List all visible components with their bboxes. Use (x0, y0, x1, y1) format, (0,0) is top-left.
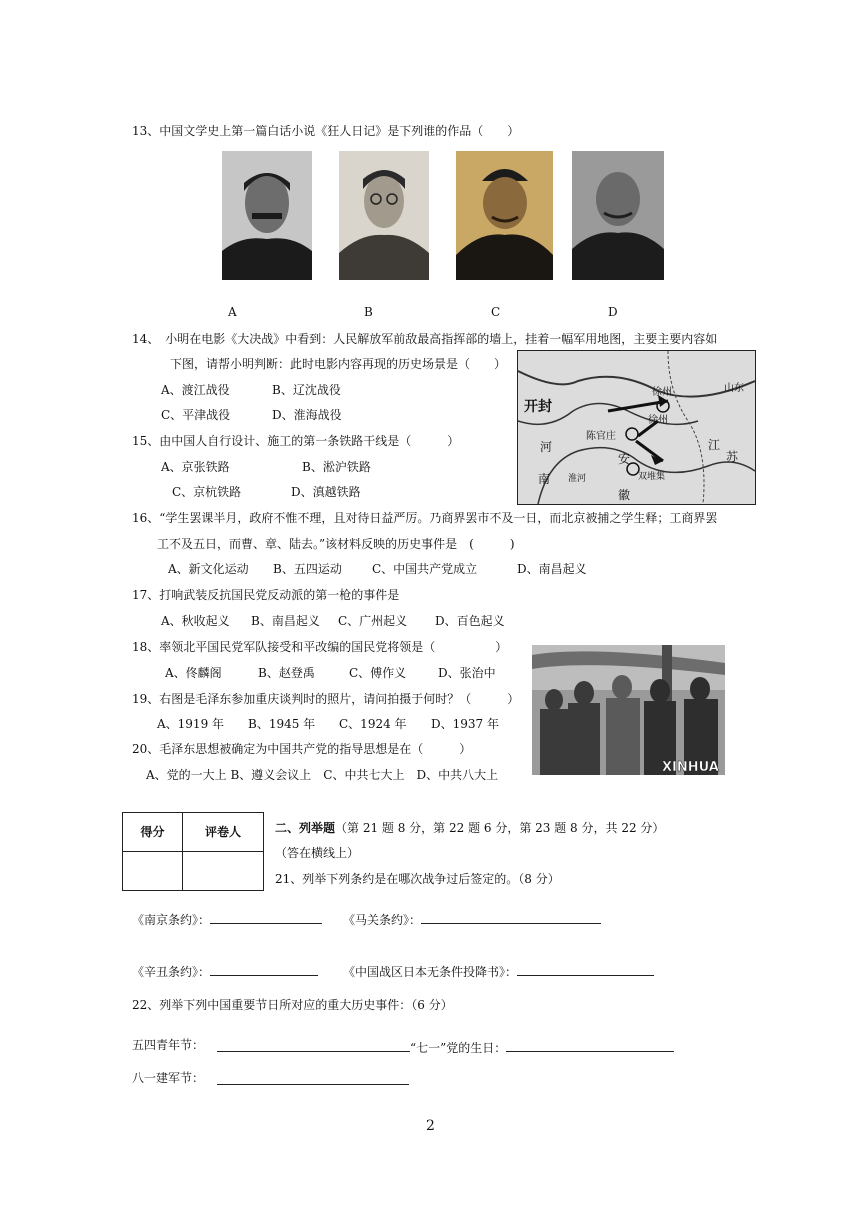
q14-option-d: D、淮海战役 (272, 408, 342, 422)
q21-xinchou-label: 《辛丑条约》： (132, 965, 211, 979)
q21-nanjing-row (132, 910, 322, 927)
map-label-he: 河 (540, 440, 553, 454)
q14-line1: 14、 小明在电影《大决战》中看到：人民解放军前敌最高指挥部的墙上，挂着一幅军用地图，主要主要内容如 (132, 332, 718, 346)
map-label-jiang: 江 (708, 438, 721, 452)
map-label-nan: 南 (538, 472, 551, 486)
q21-maguan-row (343, 910, 601, 927)
map-label-shuangduiji: 双堆集 (638, 472, 666, 482)
chongqing-negotiation-photo (532, 645, 725, 775)
portrait-a (222, 151, 312, 280)
q13-label-b: B (364, 305, 373, 319)
q18-text: 18、率领北平国民党军队接受和平改编的国民党将领是（ ） (132, 640, 508, 654)
q22-army-blank[interactable] (217, 1071, 409, 1085)
map-label-an: 安 (618, 452, 631, 466)
q19-text: 19、右图是毛泽东参加重庆谈判时的照片，请问拍摄于何时？（ ） (132, 692, 520, 706)
q21-nanjing-blank[interactable] (210, 910, 322, 924)
grader-header: 评卷人 (183, 813, 264, 852)
q16-option-b: B、五四运动 (273, 562, 342, 576)
q18-option-d: D、张治中 (438, 666, 496, 680)
section2-sub: （答在横线上） (275, 846, 360, 860)
battle-map (517, 350, 756, 505)
q19-option-a: A、1919 年 (157, 717, 225, 731)
map-label-kaifeng: 开封 (524, 399, 552, 415)
q20-text: 20、毛泽东思想被确定为中国共产党的指导思想是在（ ） (132, 742, 472, 756)
q17-option-d: D、百色起义 (435, 614, 505, 628)
q14-line2: 下图，请帮小明判断：此时电影内容再现的历史场景是（ ） (170, 357, 507, 371)
q22-youth-blank[interactable] (217, 1038, 410, 1052)
q18-option-a: A、佟麟阁 (165, 666, 222, 680)
score-table (122, 812, 264, 891)
q21-maguan-label: 《马关条约》： (343, 913, 422, 927)
score-header: 得分 (123, 813, 183, 852)
q22-youth-label: 五四青年节： (132, 1038, 205, 1052)
q19-option-d: D、1937 年 (431, 717, 499, 731)
q14-option-a: A、渡江战役 (161, 383, 230, 397)
q16-option-d: D、南昌起义 (517, 562, 587, 576)
q15-option-d: D、滇越铁路 (291, 485, 361, 499)
q16-line2: 工不及五日，而曹、章、陆去。”该材料反映的历史事件是 ( ) (157, 537, 515, 551)
map-label-huaihe: 淮河 (568, 474, 587, 484)
q15-option-b: B、淞沪铁路 (302, 460, 371, 474)
map-label-xuzhou: 徐州 (648, 415, 668, 426)
q21-xinchou-blank[interactable] (210, 962, 318, 976)
q16-option-a: A、新文化运动 (168, 562, 249, 576)
section2-title: 二、列举题 (275, 821, 336, 835)
q15-text: 15、由中国人自行设计、施工的第一条铁路干线是（ ） (132, 434, 460, 448)
q18-option-b: B、赵登禹 (258, 666, 315, 680)
q14-option-b: B、辽沈战役 (272, 383, 341, 397)
q22-party-blank[interactable] (506, 1038, 674, 1052)
section2-heading (275, 821, 664, 835)
portrait-c (456, 151, 553, 280)
q22-youth-row (217, 1038, 674, 1055)
q19-option-b: B、1945 年 (248, 717, 316, 731)
score-cell[interactable] (123, 852, 183, 891)
q13-text: 13、中国文学史上第一篇白话小说《狂人日记》是下列谁的作品（ ） (132, 124, 520, 138)
q21-nanjing-label: 《南京条约》： (132, 913, 211, 927)
q21-xinchou-row (132, 962, 318, 979)
q22-party-label: “七一”党的生日： (410, 1041, 507, 1055)
q22-army-row (217, 1071, 409, 1088)
q17-option-c: C、广州起义 (338, 614, 408, 628)
page-number: 2 (426, 1118, 435, 1134)
q21-surrender-blank[interactable] (517, 962, 654, 976)
q13-label-d: D (608, 305, 618, 319)
q13-label-a: A (228, 305, 237, 319)
portrait-d (572, 151, 664, 280)
section2-note: （第 21 题 8 分，第 22 题 6 分，第 23 题 8 分，共 22 分） (335, 821, 665, 835)
q13-label-c: C (491, 305, 501, 319)
q21-maguan-blank[interactable] (421, 910, 601, 924)
q17-option-a: A、秋收起义 (161, 614, 230, 628)
grader-cell[interactable] (183, 852, 264, 891)
q22-army-label: 八一建军节： (132, 1071, 205, 1085)
q16-line1: 16、“学生罢课半月，政府不惟不理，且对待日益严厉。乃商界罢市不及一日，而北京被捕之学生释；工商界罢 (132, 511, 718, 525)
map-label-hui: 徽 (618, 488, 631, 502)
q15-option-a: A、京张铁路 (161, 460, 230, 474)
q22-text: 22、列举下列中国重要节日所对应的重大历史事件：（6 分） (132, 998, 453, 1012)
q19-option-c: C、1924 年 (339, 717, 407, 731)
q15-option-c: C、京杭铁路 (172, 485, 242, 499)
portrait-b (339, 151, 429, 280)
map-label-shandong: 山东 (724, 383, 744, 394)
map-label-xuzhou-small: 徐州 (652, 387, 672, 398)
q21-text: 21、列举下列条约是在哪次战争过后签定的。（8 分） (275, 872, 560, 886)
q17-text: 17、打响武装反抗国民党反动派的第一枪的事件是 (132, 588, 400, 602)
q18-option-c: C、傅作义 (349, 666, 407, 680)
q14-option-c: C、平津战役 (161, 408, 231, 422)
q21-surrender-row (343, 962, 654, 979)
q17-option-b: B、南昌起义 (251, 614, 320, 628)
q16-option-c: C、中国共产党成立 (372, 562, 478, 576)
map-label-su: 苏 (726, 450, 739, 464)
map-label-chenguanzhuang: 陈官庄 (586, 431, 616, 442)
q21-surrender-label: 《中国战区日本无条件投降书》： (343, 965, 518, 979)
xinhua-watermark: XINHUA (662, 760, 719, 775)
q20-options: A、党的一大上 B、遵义会议上 C、中共七大上 D、中共八大上 (146, 768, 499, 782)
